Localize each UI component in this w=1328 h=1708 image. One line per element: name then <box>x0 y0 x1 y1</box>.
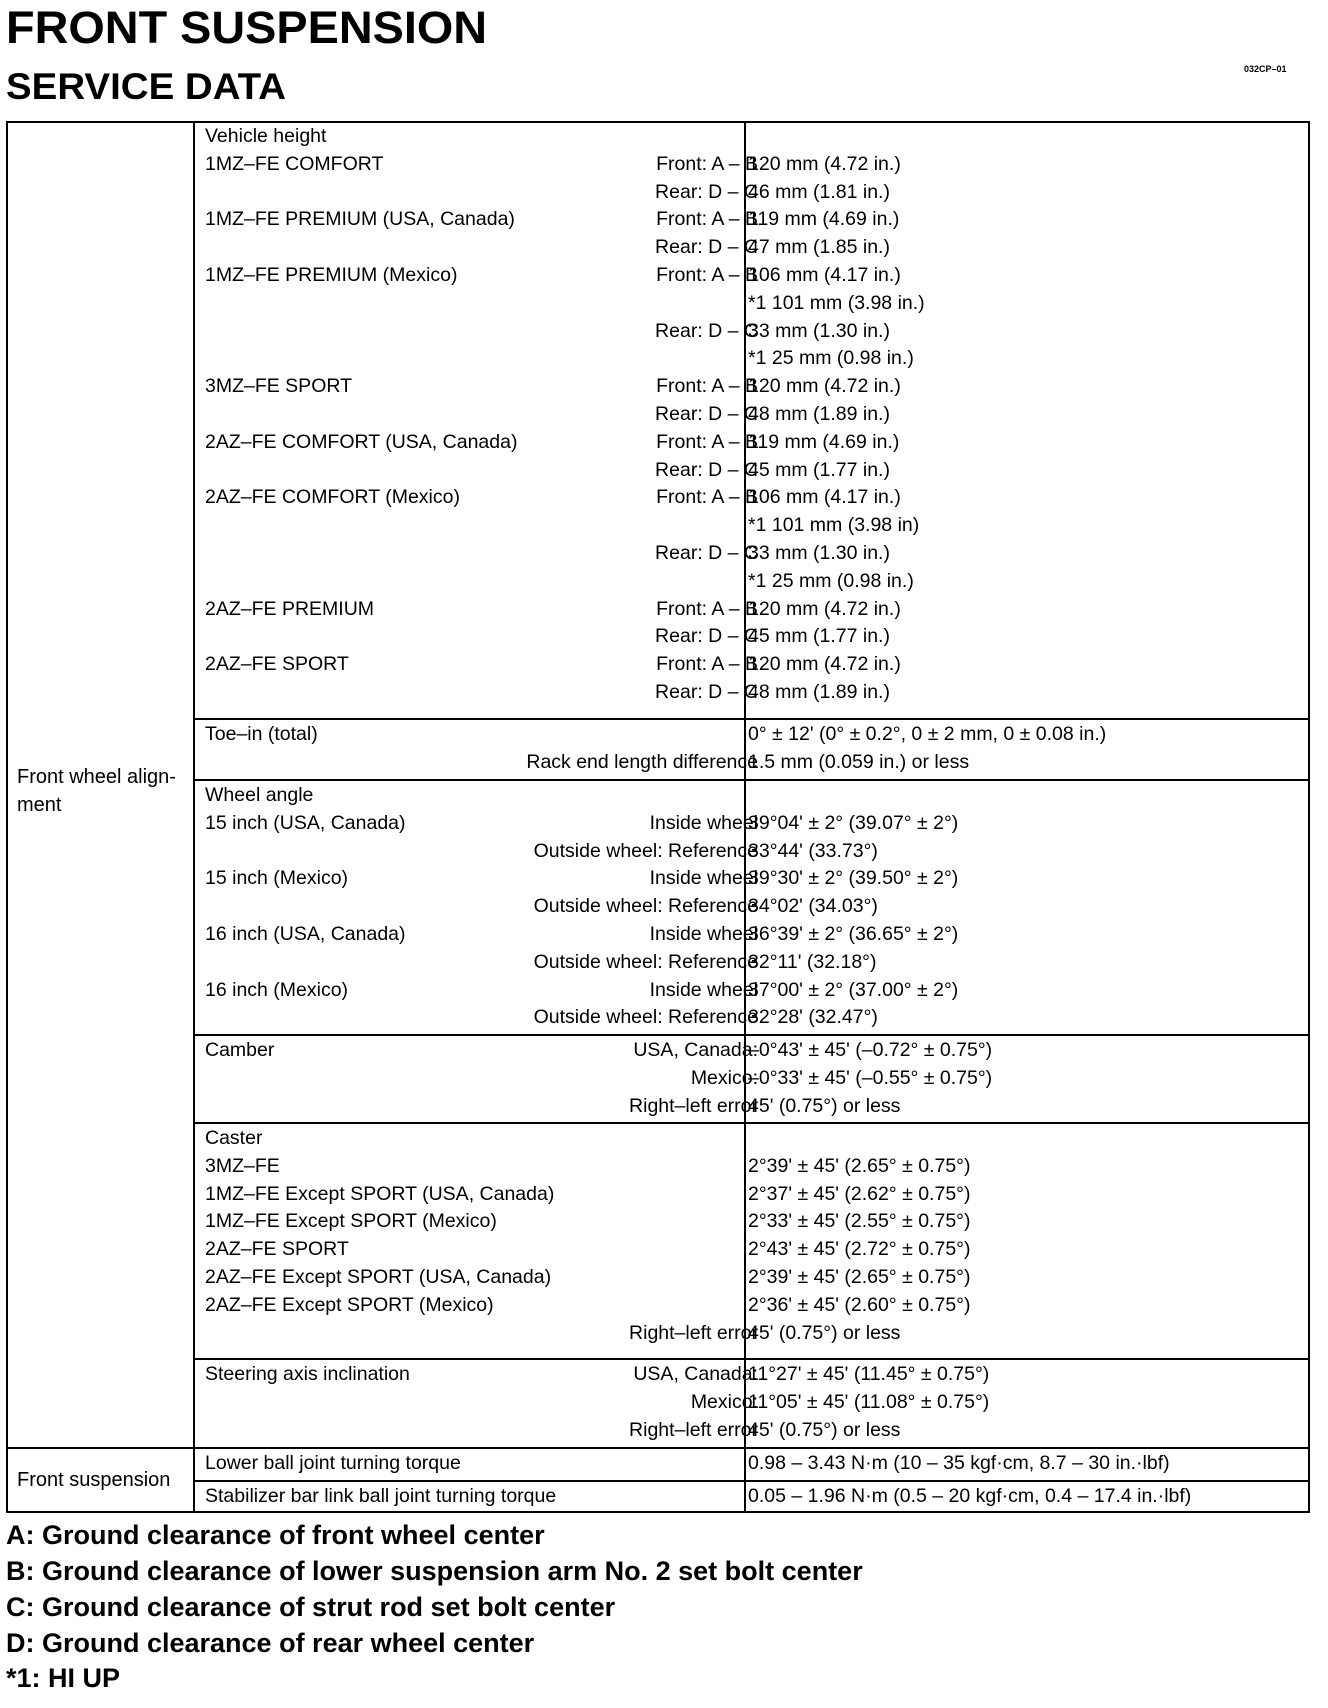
spec-value: 36°39' ± 2° (36.65° ± 2°) <box>748 922 959 945</box>
condition-label: Mexico: <box>690 1066 758 1089</box>
item-label: 2AZ–FE SPORT <box>205 1238 349 1261</box>
table-row <box>196 1153 1312 1181</box>
item-label: 16 inch (USA, Canada) <box>205 922 406 945</box>
table-row <box>196 1208 1312 1236</box>
legend-d: D: Ground clearance of rear wheel center <box>6 1628 535 1658</box>
table-row <box>196 318 1312 346</box>
spec-value: 2°43' ± 45' (2.72° ± 0.75°) <box>748 1238 971 1261</box>
table-row <box>196 290 1312 318</box>
table-row <box>196 865 1312 893</box>
table-row <box>196 345 1312 373</box>
service-data-table <box>6 121 1310 1513</box>
spec-value: *1 25 mm (0.98 in.) <box>748 569 914 592</box>
table-row <box>196 540 1312 568</box>
item-label: 2AZ–FE Except SPORT (Mexico) <box>205 1293 494 1316</box>
legend-c: C: Ground clearance of strut rod set bolt center <box>6 1592 616 1622</box>
spec-value: 0.98 – 3.43 N·m (10 – 35 kgf·cm, 8.7 – 30 in.·lbf) <box>748 1452 1170 1474</box>
condition-label: Front: A – B <box>656 430 758 453</box>
item-label: 2AZ–FE COMFORT (Mexico) <box>205 486 460 509</box>
table-row <box>196 749 1312 777</box>
spec-value: –0°33' ± 45' (–0.55° ± 0.75°) <box>748 1066 993 1089</box>
table-row <box>196 1320 1312 1348</box>
table-row <box>196 206 1312 234</box>
spec-value: 33 mm (1.30 in.) <box>748 319 890 342</box>
spec-value: 32°28' (32.47°) <box>748 1006 878 1029</box>
condition-label: Outside wheel: Reference <box>533 895 758 918</box>
table-row <box>196 1483 1312 1511</box>
table-row <box>196 893 1312 921</box>
table-row <box>196 1181 1312 1209</box>
item-label: 1MZ–FE PREMIUM (Mexico) <box>205 263 458 286</box>
row-divider <box>194 779 1310 781</box>
item-label: Toe–in (total) <box>205 723 318 745</box>
spec-value: 33 mm (1.30 in.) <box>748 541 890 564</box>
condition-label: USA, Canada: <box>633 1039 758 1061</box>
condition-label: Right–left error <box>629 1094 758 1117</box>
condition-label: Rear: D – C <box>655 458 758 481</box>
table-row <box>196 651 1312 679</box>
table-row <box>196 1065 1312 1093</box>
caster-block <box>196 1125 1312 1347</box>
spec-value: –0°43' ± 45' (–0.72° ± 0.75°) <box>748 1039 993 1061</box>
condition-label: Inside wheel <box>649 811 758 834</box>
spec-value: 2°39' ± 45' (2.65° ± 0.75°) <box>748 1265 971 1288</box>
condition-label: Rear: D – C <box>655 402 758 425</box>
condition-label: Mexico: <box>690 1390 758 1413</box>
condition-label: USA, Canada: <box>633 1363 758 1385</box>
table-row <box>196 623 1312 651</box>
legend-b: B: Ground clearance of lower suspension arm No. 2 set bolt center <box>6 1556 863 1586</box>
spec-value: 39°04' ± 2° (39.07° ± 2°) <box>748 811 959 834</box>
table-row <box>196 1417 1312 1445</box>
row-divider <box>194 1480 1310 1482</box>
condition-label: Front: A – B <box>656 152 758 175</box>
condition-label: Outside wheel: Reference <box>533 1006 758 1029</box>
spec-value: 45' (0.75°) or less <box>748 1094 901 1117</box>
spec-value: 2°37' ± 45' (2.62° ± 0.75°) <box>748 1182 971 1205</box>
spec-value: 11°27' ± 45' (11.45° ± 0.75°) <box>748 1363 990 1385</box>
spec-value: 120 mm (4.72 in.) <box>748 597 901 620</box>
item-label: 3MZ–FE <box>205 1154 280 1177</box>
condition-label: Rear: D – C <box>655 625 758 648</box>
item-label: Steering axis inclination <box>205 1363 410 1385</box>
spec-value: 2°36' ± 45' (2.60° ± 0.75°) <box>748 1293 971 1316</box>
spec-value: 2°39' ± 45' (2.65° ± 0.75°) <box>748 1154 971 1177</box>
item-label: Caster <box>205 1127 263 1149</box>
group-label-alignment: Front wheel align- ment <box>17 766 176 816</box>
spec-value: 47 mm (1.85 in.) <box>748 236 890 259</box>
table-row <box>196 373 1312 401</box>
legend-hi-up: *1: HI UP <box>6 1663 121 1693</box>
condition-label: Front: A – B <box>656 375 758 398</box>
table-row <box>196 1093 1312 1121</box>
table-row <box>196 1389 1312 1417</box>
condition-label: Inside wheel <box>649 978 758 1001</box>
item-label: 16 inch (Mexico) <box>205 978 349 1001</box>
wheel-angle-block <box>196 782 1312 1032</box>
group-divider <box>8 1447 1310 1449</box>
table-row <box>196 179 1312 207</box>
spec-value: 120 mm (4.72 in.) <box>748 375 901 398</box>
section-title: SERVICE DATA <box>6 66 287 107</box>
column-divider-1 <box>193 123 195 1513</box>
spec-value: 48 mm (1.89 in.) <box>748 402 890 425</box>
table-row <box>196 977 1312 1005</box>
condition-label: Rear: D – C <box>655 319 758 342</box>
spec-value: *1 101 mm (3.98 in) <box>748 514 920 537</box>
table-row <box>196 838 1312 866</box>
spec-value: 39°30' ± 2° (39.50° ± 2°) <box>748 867 959 890</box>
table-row <box>196 721 1312 749</box>
table-row <box>196 484 1312 512</box>
group-label-suspension: Front suspension <box>17 1469 171 1491</box>
legend-a: A: Ground clearance of front wheel center <box>6 1520 545 1550</box>
condition-label: Inside wheel <box>649 867 758 890</box>
table-row <box>196 810 1312 838</box>
item-label: 1MZ–FE Except SPORT (USA, Canada) <box>205 1182 555 1205</box>
condition-label: Rack end length difference <box>526 750 758 773</box>
spec-value: 106 mm (4.17 in.) <box>748 263 901 286</box>
table-row <box>196 782 1312 810</box>
table-row <box>196 568 1312 596</box>
document-code: 032CP–01 <box>1244 64 1287 74</box>
spec-value: 1.5 mm (0.059 in.) or less <box>748 750 970 773</box>
spec-value: 37°00' ± 2° (37.00° ± 2°) <box>748 978 959 1001</box>
table-row <box>196 123 1312 151</box>
condition-label: Right–left error <box>629 1321 758 1344</box>
condition-label: Rear: D – C <box>655 541 758 564</box>
row-divider <box>194 1034 1310 1036</box>
row-divider <box>194 718 1310 720</box>
toe-in-block <box>196 721 1312 777</box>
spec-value: 11°05' ± 45' (11.08° ± 0.75°) <box>748 1390 990 1413</box>
item-label: 1MZ–FE Except SPORT (Mexico) <box>205 1210 497 1233</box>
stabilizer-link-block <box>196 1483 1312 1511</box>
condition-label: Rear: D – C <box>655 680 758 703</box>
steering-axis-block <box>196 1361 1312 1444</box>
item-label: Lower ball joint turning torque <box>205 1452 461 1474</box>
table-row <box>196 679 1312 707</box>
table-row <box>196 1292 1312 1320</box>
table-row <box>196 429 1312 457</box>
spec-value: 0° ± 12' (0° ± 0.2°, 0 ± 2 mm, 0 ± 0.08 in.) <box>748 723 1107 745</box>
lower-ball-joint-block <box>196 1450 1312 1478</box>
spec-value: 106 mm (4.17 in.) <box>748 486 901 509</box>
condition-label: Outside wheel: Reference <box>533 839 758 862</box>
spec-value: 33°44' (33.73°) <box>748 839 878 862</box>
table-row <box>196 1264 1312 1292</box>
spec-value: 34°02' (34.03°) <box>748 895 878 918</box>
table-row <box>196 1037 1312 1065</box>
condition-label: Right–left error <box>629 1418 758 1441</box>
table-row <box>196 234 1312 262</box>
item-label: 2AZ–FE Except SPORT (USA, Canada) <box>205 1265 552 1288</box>
condition-label: Front: A – B <box>656 597 758 620</box>
item-label: Stabilizer bar link ball joint turning torque <box>205 1485 557 1507</box>
spec-value: 32°11' (32.18°) <box>748 950 877 973</box>
row-divider <box>194 1122 1310 1124</box>
condition-label: Rear: D – C <box>655 180 758 203</box>
spec-value: 119 mm (4.69 in.) <box>748 208 900 231</box>
spec-value: 120 mm (4.72 in.) <box>748 653 901 676</box>
camber-block <box>196 1037 1312 1120</box>
condition-label: Outside wheel: Reference <box>533 950 758 973</box>
item-label: Wheel angle <box>205 784 314 806</box>
table-row <box>196 262 1312 290</box>
item-label: 3MZ–FE SPORT <box>205 375 353 398</box>
table-row <box>196 949 1312 977</box>
spec-value: 46 mm (1.81 in.) <box>748 180 890 203</box>
page-title: FRONT SUSPENSION <box>6 2 488 53</box>
table-row <box>196 151 1312 179</box>
item-label: 1MZ–FE PREMIUM (USA, Canada) <box>205 208 515 231</box>
spec-value: 120 mm (4.72 in.) <box>748 152 901 175</box>
spec-value: *1 101 mm (3.98 in.) <box>748 291 925 314</box>
spec-value: 119 mm (4.69 in.) <box>748 430 900 453</box>
item-label: 2AZ–FE COMFORT (USA, Canada) <box>205 430 518 453</box>
condition-label: Inside wheel <box>649 922 758 945</box>
table-row <box>196 1125 1312 1153</box>
table-row <box>196 1236 1312 1264</box>
spec-value: 45 mm (1.77 in.) <box>748 625 890 648</box>
item-label: Vehicle height <box>205 125 327 147</box>
vehicle-height-block <box>196 123 1312 707</box>
spec-value: 45' (0.75°) or less <box>748 1321 901 1344</box>
spec-value: 2°33' ± 45' (2.55° ± 0.75°) <box>748 1210 971 1233</box>
spec-value: 45' (0.75°) or less <box>748 1418 901 1441</box>
spec-value: *1 25 mm (0.98 in.) <box>748 347 914 370</box>
row-divider <box>194 1358 1310 1360</box>
table-row <box>196 1361 1312 1389</box>
table-row <box>196 596 1312 624</box>
condition-label: Front: A – B <box>656 486 758 509</box>
item-label: 15 inch (Mexico) <box>205 867 349 890</box>
condition-label: Rear: D – C <box>655 236 758 259</box>
item-label: 2AZ–FE PREMIUM <box>205 597 375 620</box>
item-label: 1MZ–FE COMFORT <box>205 152 384 175</box>
table-row <box>196 401 1312 429</box>
item-label: Camber <box>205 1039 275 1061</box>
spec-value: 45 mm (1.77 in.) <box>748 458 890 481</box>
table-row <box>196 1004 1312 1032</box>
table-row <box>196 512 1312 540</box>
spec-value: 0.05 – 1.96 N·m (0.5 – 20 kgf·cm, 0.4 – 17.4 in.·lbf) <box>748 1485 1192 1507</box>
item-label: 15 inch (USA, Canada) <box>205 811 406 834</box>
table-row <box>196 1450 1312 1478</box>
condition-label: Front: A – B <box>656 653 758 676</box>
spec-value: 48 mm (1.89 in.) <box>748 680 890 703</box>
condition-label: Front: A – B <box>656 208 758 231</box>
condition-label: Front: A – B <box>656 263 758 286</box>
table-row <box>196 457 1312 485</box>
table-row <box>196 921 1312 949</box>
item-label: 2AZ–FE SPORT <box>205 653 349 676</box>
